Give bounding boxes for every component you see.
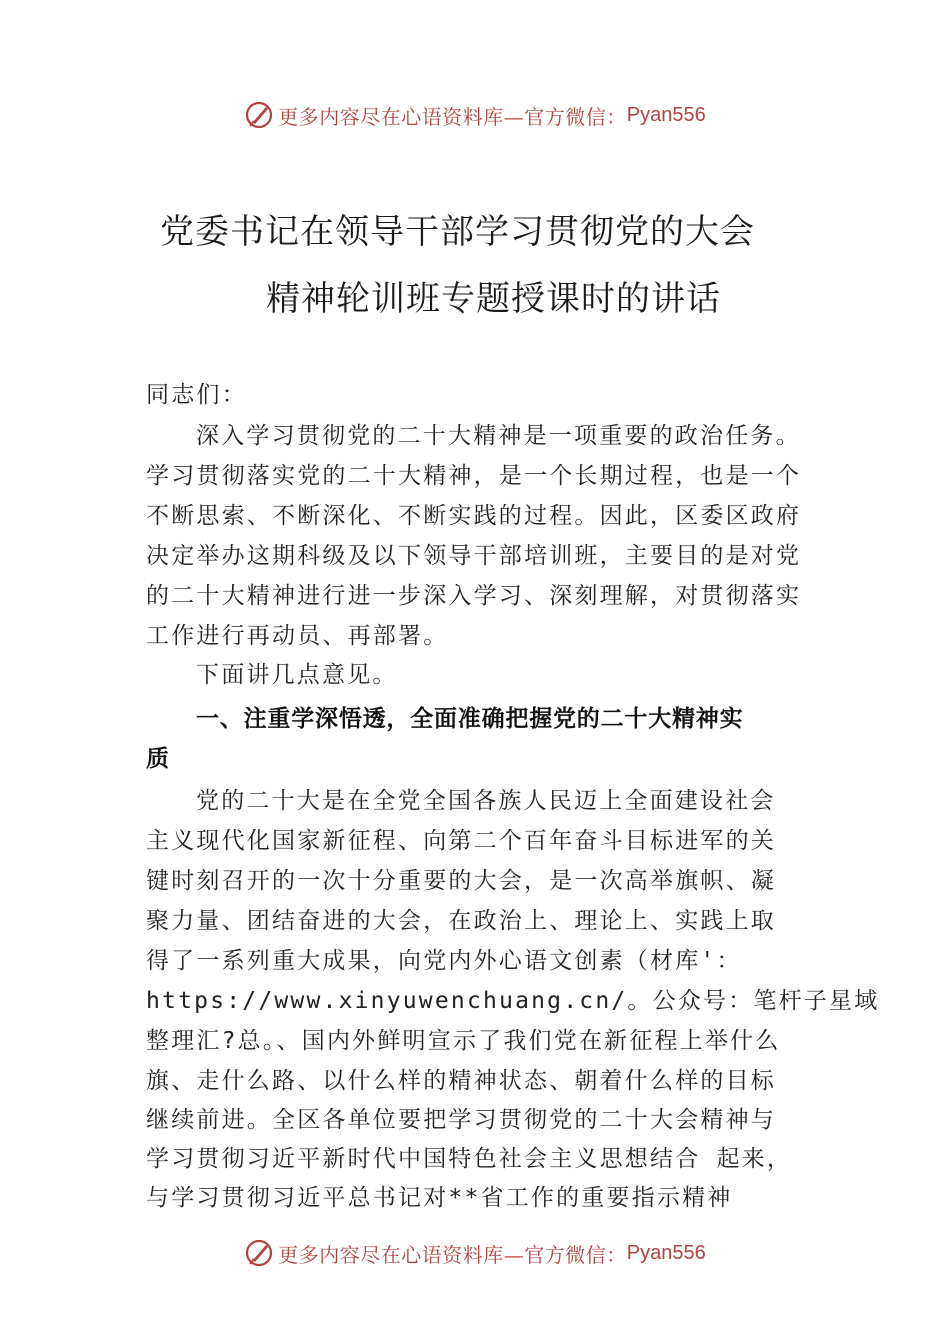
footer-watermark-banner — [0, 1233, 950, 1273]
banner-wechat-id: Pyan556 — [626, 103, 706, 126]
banner-text: 更多内容尽在心语资料库—官方微信： — [278, 104, 627, 129]
document-title-line-1: 党委书记在领导干部学习贯彻党的大会 — [160, 212, 755, 252]
banner-text: 更多内容尽在心语资料库—官方微信： — [278, 1242, 627, 1267]
paragraph-line: 键时刻召开的一次十分重要的大会，是一次高举旗帜、凝 — [146, 868, 776, 894]
header-watermark-banner — [0, 95, 950, 135]
paragraph-line: 旗、走什么路、以什么样的精神状态、朝着什么样的目标 — [146, 1068, 776, 1094]
section-heading: 一、注重学深悟透，全面准确把握党的二十大精神实 — [196, 706, 744, 732]
paragraph-line: 得了一系列重大成果，向党内外心语文创素（材库'： — [146, 948, 742, 974]
paragraph-line: 工作进行再动员、再部署。 — [146, 623, 449, 649]
paragraph-line: 的二十大精神进行进一步深入学习、深刻理解，对贯彻落实 — [146, 583, 802, 609]
paragraph-line: 学习贯彻落实党的二十大精神，是一个长期过程，也是一个 — [146, 463, 802, 489]
document-title-line-2: 精神轮训班专题授课时的讲话 — [266, 279, 721, 319]
banner-wechat-id: Pyan556 — [626, 1241, 706, 1264]
paragraph-line: 深入学习贯彻党的二十大精神是一项重要的政治任务。 — [196, 423, 801, 449]
paragraph-line: 与学习贯彻习近平总书记对**省工作的重要指示精神 — [146, 1185, 733, 1211]
paragraph-line: 整理汇?总。、国内外鲜明宣示了我们党在新征程上举什么 — [146, 1028, 781, 1054]
section-heading-cont: 质 — [146, 746, 170, 772]
paragraph-line: 继续前进。全区各单位要把学习贯彻党的二十大会精神与 — [146, 1107, 776, 1133]
paragraph-line: 下面讲几点意见。 — [196, 662, 398, 688]
quill-logo-icon — [244, 100, 274, 130]
paragraph-line: 不断思索、不断深化、不断实践的过程。因此，区委区政府 — [146, 503, 802, 529]
paragraph-line: https://www.xinyuwenchuang.cn/。公众号：笔杆子星域 — [146, 988, 880, 1014]
quill-logo-icon — [244, 1238, 274, 1268]
salutation: 同志们： — [146, 382, 247, 408]
paragraph-line: 学习贯彻习近平新时代中国特色社会主义思想结合 起来， — [146, 1146, 793, 1172]
paragraph-line: 聚力量、团结奋进的大会，在政治上、理论上、实践上取 — [146, 908, 776, 934]
paragraph-line: 党的二十大是在全党全国各族人民迈上全面建设社会 — [196, 788, 776, 814]
paragraph-line: 主义现代化国家新征程、向第二个百年奋斗目标进军的关 — [146, 828, 776, 854]
paragraph-line: 决定举办这期科级及以下领导干部培训班，主要目的是对党 — [146, 543, 802, 569]
